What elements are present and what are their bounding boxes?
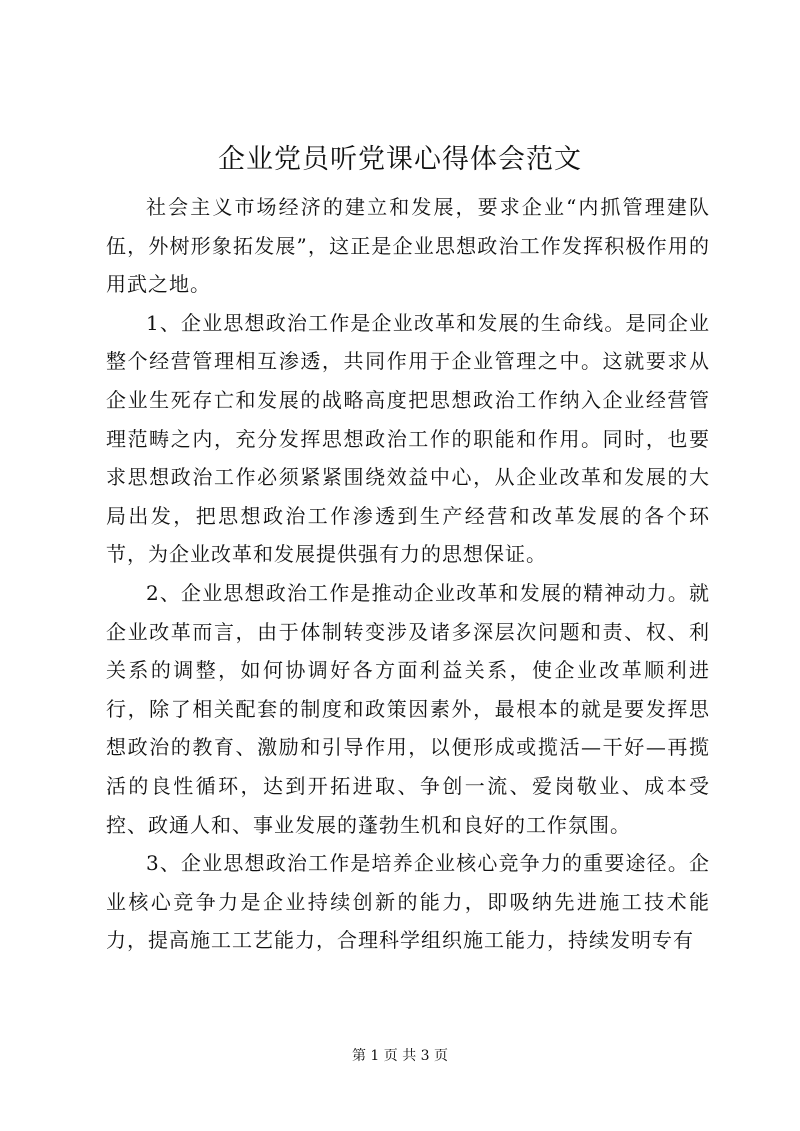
paragraph-intro: 社会主义市场经济的建立和发展，要求企业“内抓管理建队伍，外树形象拓发展”，这正是企业思想政治工作发挥积极作用的用武之地。 — [106, 195, 710, 297]
paragraph-point-2: 2、企业思想政治工作是推动企业改革和发展的精神动力。就企业改革而言，由于体制转变涉及诸多深层次问题和责、权、利关系的调整，如何协调好各方面利益关系，使企业改革顺利进行，除了相关配套的制度和政策因素外，最根本的就是要发挥思想政治的教育、激励和引导作用，以便形成或揽活—干好—再揽活的良性循环，达到开拓进取、争创一流、爱岗敬业、成本受控、政通人和、事业发展的蓬勃生机和良好的工作氛围。 — [106, 580, 710, 837]
document-title: 企业党员听党课心得体会范文 — [218, 144, 582, 175]
document-body — [106, 188, 710, 960]
paragraph-point-3: 3、企业思想政治工作是培养企业核心竞争力的重要途径。企业核心竞争力是企业持续创新的能力，即吸纳先进施工技术能力，提高施工工艺能力，合理科学组织施工能力，持续发明专有 — [106, 851, 710, 953]
paragraph-point-1: 1、企业思想政治工作是企业改革和发展的生命线。是同企业整个经营管理相互渗透，共同作用于企业管理之中。这就要求从企业生死存亡和发展的战略高度把思想政治工作纳入企业经营管理范畴之内，充分发挥思想政治工作的职能和作用。同时，也要求思想政治工作必须紧紧围绕效益中心，从企业改革和发展的大局出发，把思想政治工作渗透到生产经营和改革发展的各个环节，为企业改革和发展提供强有力的思想保证。 — [106, 310, 710, 567]
page-number-footer: 第 1 页 共 3 页 — [351, 1048, 449, 1064]
